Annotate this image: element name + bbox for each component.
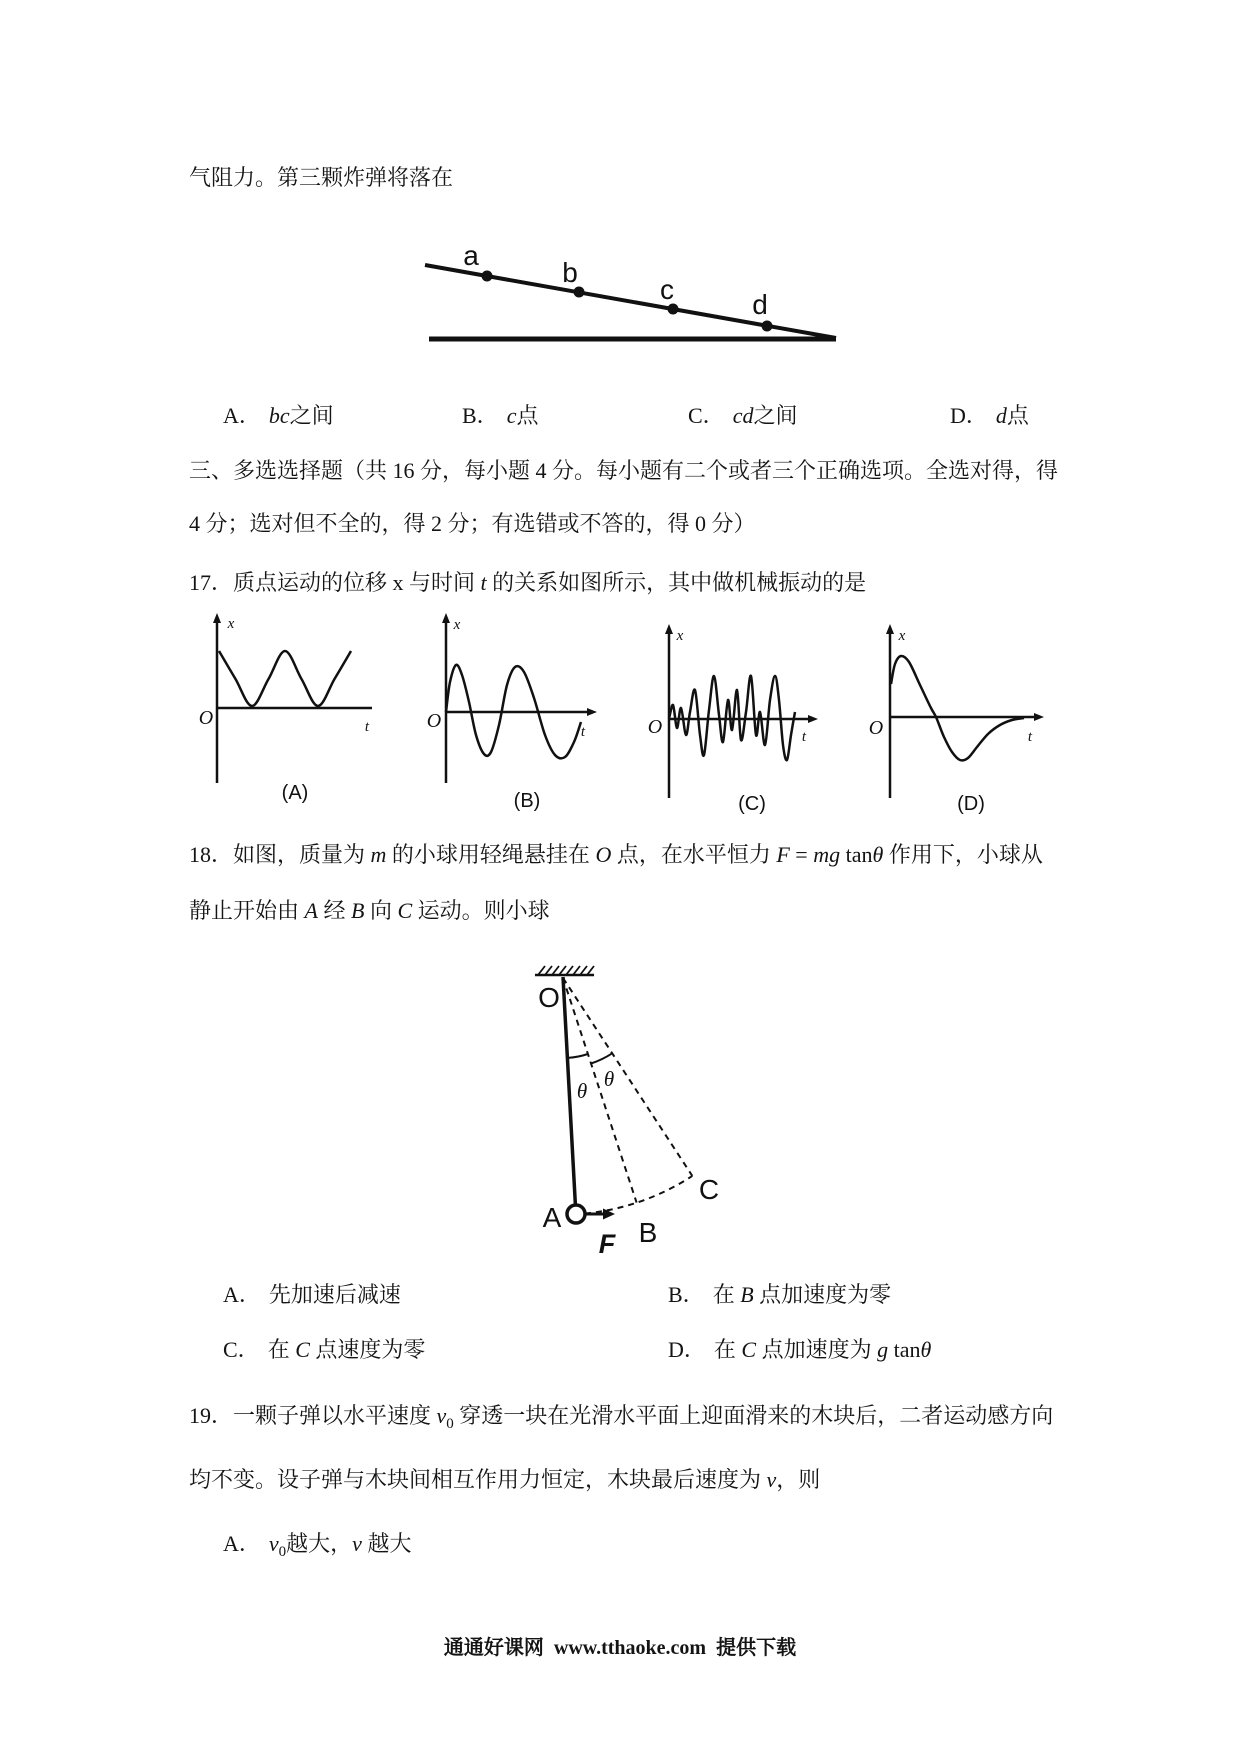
label-theta-2: θ <box>603 1067 615 1091</box>
stem-text: 运动。则小球 <box>412 898 550 923</box>
option-text: 点 <box>516 403 539 428</box>
variable-m: m <box>370 842 387 867</box>
label-theta-1: θ <box>576 1079 588 1103</box>
stem-text: 作用下，小球从 <box>883 842 1043 867</box>
variable-g: g <box>877 1337 889 1362</box>
graph-b-x-label: t <box>580 724 586 740</box>
point-b-dot <box>574 287 585 298</box>
angle-arc-1 <box>567 1054 588 1058</box>
question-number: 19． <box>189 1403 234 1428</box>
option-text: 点加速度为 <box>756 1337 878 1362</box>
q16-option-c <box>688 401 797 431</box>
variable-mg: mg <box>813 842 841 867</box>
graph-b-y-arrow <box>442 613 450 623</box>
graph-a-y-label: x <box>227 616 235 632</box>
graph-b-caption: (B) <box>513 790 541 812</box>
q16-option-d <box>950 401 1029 431</box>
label-o: O <box>538 982 560 1013</box>
option-letter: C． <box>223 1337 260 1362</box>
q18-stem-line2 <box>189 896 550 926</box>
q16-option-b <box>462 401 538 431</box>
stem-text: 穿透一块在光滑水平面上迎面滑来的木块后，二者运动感方向 <box>453 1403 1054 1428</box>
variable-v: v <box>352 1531 362 1556</box>
q18-option-b <box>668 1280 891 1310</box>
graph-a-curve <box>219 651 351 706</box>
option-text: 点 <box>1006 403 1029 428</box>
tan-function: tan <box>840 842 873 867</box>
option-letter: C． <box>688 403 725 428</box>
stem-text: 点，在水平恒力 <box>611 842 777 867</box>
graph-d-caption: (D) <box>957 793 985 815</box>
graph-d-y-label: x <box>898 628 906 644</box>
point-a-dot <box>482 271 493 282</box>
variable-v: v <box>766 1467 777 1492</box>
q18-option-a <box>223 1280 401 1310</box>
option-text: 在 <box>713 1337 742 1362</box>
graph-d-x-arrow <box>1034 713 1044 721</box>
equals-sign: = <box>789 842 814 867</box>
label-d: d <box>752 289 768 320</box>
graph-a-x-label: t <box>364 719 370 735</box>
graph-c-x-arrow <box>808 715 818 723</box>
pendulum-figure <box>525 955 725 1265</box>
stem-text: 的小球用轻绳悬挂在 <box>386 842 596 867</box>
option-text: 在 <box>267 1337 296 1362</box>
variable-v: v <box>436 1403 447 1428</box>
page-footer: 通通好课网 www.tthaoke.com 提供下载 <box>443 1637 797 1659</box>
point-d-dot <box>762 321 773 332</box>
tan-function: tan <box>888 1337 921 1362</box>
q17-stem <box>189 568 866 598</box>
graph-a-caption: (A) <box>281 782 309 804</box>
option-text: 点加速度为零 <box>753 1282 892 1307</box>
ceiling-hatch <box>538 966 594 975</box>
question-number: 17． <box>189 570 234 595</box>
point-c-dot <box>668 304 679 315</box>
q18-option-c <box>223 1335 425 1365</box>
option-letter: B． <box>462 403 499 428</box>
stem-text: 向 <box>364 898 398 923</box>
option-letter: B． <box>668 1282 705 1307</box>
label-b: B <box>638 1217 658 1248</box>
q19-stem-line2 <box>189 1465 820 1495</box>
label-c: C <box>698 1174 720 1205</box>
stem-text: 的关系如图所示，其中做机械振动的是 <box>486 570 867 595</box>
option-text: 点速度为零 <box>309 1337 426 1362</box>
q16-stem-continued: 气阻力。第三颗炸弹将落在 <box>189 165 454 190</box>
option-text: 在 <box>712 1282 741 1307</box>
option-text: 之间 <box>753 403 798 428</box>
variable-theta: θ <box>872 842 884 867</box>
option-letter: D． <box>950 403 988 428</box>
stem-text: 一颗子弹以水平速度 <box>233 1403 437 1428</box>
option-letter: A． <box>223 403 261 428</box>
label-force-f: F <box>598 1229 616 1259</box>
option-variable: d <box>995 403 1007 428</box>
stem-text: 经 <box>317 898 351 923</box>
subscript-0: 0 <box>446 1416 454 1432</box>
section3-heading-line2: 4 分；选对但不全的，得 2 分；有选错或不答的，得 0 分） <box>189 511 756 536</box>
option-letter: D． <box>668 1337 706 1362</box>
question-number: 18． <box>189 842 234 867</box>
stem-text: 静止开始由 <box>189 898 305 923</box>
q17-graphs-figure <box>180 600 1050 825</box>
option-variable: C <box>295 1337 310 1362</box>
graph-c-origin-label: O <box>647 716 663 738</box>
variable-theta: θ <box>920 1337 932 1362</box>
stem-text: 均不变。设子弹与木块间相互作用力恒定，木块最后速度为 <box>189 1467 767 1492</box>
graph-a-origin-label: O <box>198 707 214 729</box>
option-variable: cd <box>732 403 754 428</box>
variable-o: O <box>595 842 612 867</box>
q18-option-d <box>668 1335 931 1365</box>
option-letter: A． <box>223 1282 261 1307</box>
angle-arc-2 <box>591 1053 612 1063</box>
label-c: c <box>660 274 674 305</box>
option-variable: c <box>506 403 517 428</box>
q16-option-a <box>223 401 334 431</box>
graph-c-x-label: t <box>801 729 807 745</box>
q19-stem-line1 <box>189 1401 1053 1434</box>
q18-stem-line1 <box>189 840 1043 870</box>
graph-c-y-label: x <box>676 628 684 644</box>
option-text: 先加速后减速 <box>268 1282 401 1307</box>
bomb-trajectory-figure <box>400 225 860 360</box>
option-text: 之间 <box>289 403 334 428</box>
subscript-0: 0 <box>278 1544 287 1560</box>
dashed-line-oc <box>563 978 692 1176</box>
option-letter: A． <box>223 1531 261 1556</box>
variable-b: B <box>350 898 365 923</box>
stem-variable: t <box>480 570 487 595</box>
variable-v: v <box>268 1531 279 1556</box>
stem-text: 如图，质量为 <box>233 842 371 867</box>
q19-option-a <box>223 1529 411 1562</box>
graph-d-y-arrow <box>886 624 894 634</box>
option-variable: bc <box>268 403 290 428</box>
graph-b-y-label: x <box>453 617 461 633</box>
variable-f: F <box>776 842 790 867</box>
stem-text: 质点运动的位移 x 与时间 <box>233 570 481 595</box>
variable-c: C <box>397 898 413 923</box>
dashed-arc-abc <box>585 1176 692 1214</box>
label-b: b <box>562 257 578 288</box>
graph-b-origin-label: O <box>426 710 442 732</box>
option-variable: C <box>741 1337 757 1362</box>
option-text: 越大， <box>286 1531 353 1556</box>
ball <box>567 1205 585 1223</box>
label-a: A <box>542 1202 562 1233</box>
graph-d-x-label: t <box>1027 729 1033 745</box>
graph-b-x-arrow <box>587 708 597 716</box>
graph-c-y-arrow <box>665 624 673 634</box>
option-variable: B <box>740 1282 754 1307</box>
variable-a: A <box>304 898 318 923</box>
label-a: a <box>463 240 479 271</box>
graph-a-y-arrow <box>213 613 221 623</box>
graph-d-curve <box>891 656 1024 760</box>
section3-heading-line1: 三、多选选择题（共 16 分，每小题 4 分。每小题有二个或者三个正确选项。全选对得，得 <box>189 458 1059 483</box>
option-text: 越大 <box>361 1531 412 1556</box>
graph-d-origin-label: O <box>868 717 884 739</box>
graph-c-caption: (C) <box>738 793 766 815</box>
stem-text: ，则 <box>776 1467 821 1492</box>
